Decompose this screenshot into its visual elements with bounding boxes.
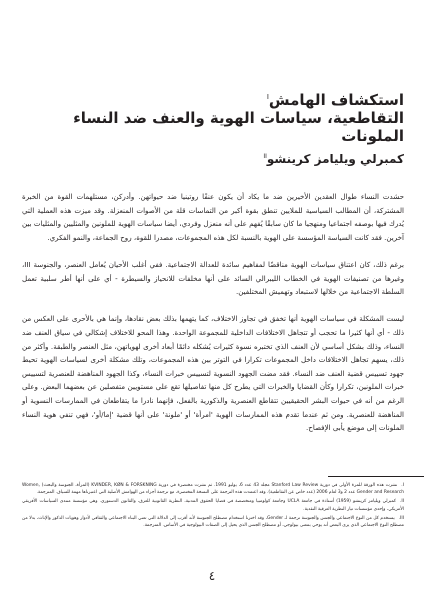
title-footnote-mark[interactable]: I: [266, 93, 269, 101]
article-title-text: استكشاف الهامش: [268, 91, 404, 109]
author-footnote-mark[interactable]: II: [263, 153, 267, 160]
document-page: [22, 88, 404, 435]
article-title-line-1: [22, 88, 404, 109]
author-name: كمبرلي ويليامز كرينشو: [266, 152, 404, 166]
footnote-2: [22, 498, 404, 512]
article-body: [22, 190, 404, 435]
footnote-divider: [328, 476, 424, 477]
footnote-3-text: يستخدم كل من النوع الاجتماعي والجنس والجنوسة ترجمة لـ Gender، وقد اخترنا استخدام مصطلح الجنوسة لأنه أقرب إلى الدلالة التي تعني البناء الاجتماعي والثقافي لأدوار وهويات الذكور والإناث، بدلا من مصطلح النوع الاجتماعي الذي يرى البعض أنه يوحي بمعنى بيولوجي، أو مصطلح الجنس الذي يحيل إلى الصفات البيولوجية في الأساس. المترجمة.: [22, 515, 404, 529]
article-author: [22, 148, 404, 168]
article-title-line-2: التقاطعية، سياسات الهوية والعنف ضد النساء الملونات: [73, 109, 404, 145]
body-paragraph-2: برغم ذلك، كان اعتناق سياسات الهوية مناقضًا لمفاهيم سائدة للعدالة الاجتماعية. ففي أغلب الأحيان يُعامل العنصر، والجنوسة III، وغيرها من تصنيفات الهوية في الخطاب الليبرالي السائد على أنها مخلفات للانحياز والسيطرة - أي على أنها أطر سلبية تعمل السلطة الاجتماعية من خلالها لاستبعاد وتهميش المختلفين.: [22, 259, 404, 297]
body-paragraph-3: ليست المشكلة في سياسات الهوية أنها تخفق في تجاوز الاختلاف، كما يتهمها بذلك بعض نقادها، وإنما هي بالأحرى على العكس من ذلك - أي أنها كثيرا ما تحجب أو تتجاهل الاختلافات الداخلية للمجموعة الواحدة. وهذا المحو للاختلاف إشكالي في سياق العنف ضد النساء، وذلك بشكل أساسي لأن العنف الذي تختبره نسوة كثيرات يُشكله دائمًا أبعاد أخرى لهوياتهن، مثل العنصر والطبقة. وأكثر من ذلك، يسهم تجاهل الاختلافات داخل المجموعات تكرارا في التوتر بين هذه المجموعات، وتلك مشكلة أخرى لسياسات الهوية تحيط جهود تسييس قضية العنف ضد النساء. فقد مضت الجهود النسوية لتسييس خبرات النساء، وكذا الجهود المناهضة للعنصرية لتسييس خبرات الملونين، تكرارا وكأن القضايا والخبرات التي يطرح كل منها تفاصيلها تقع على مستويين متفصلين عن بعضهما البعض. وعلى الرغم من أنه في حيوات البشر الحقيقيين تتقاطع العنصرية والذكورية بالفعل، فإنهما نادرا ما يتقاطعان في الممارسات النسوية أو المناهضة للعنصرية. ومن ثم عندما تقدم هذه الممارسات الهوية 'امرأة' أو 'ملونة' على أنها قضية 'إما/أو'، فهي تنفي هوية النساء الملونات إلى موضع يأبى الإفصاح.: [22, 314, 404, 433]
page-number: ٤: [208, 569, 216, 583]
footnotes: [22, 482, 404, 531]
footnote-2-mark: II.: [400, 499, 405, 505]
footnote-3: [22, 515, 404, 529]
body-paragraph-1: حشدت النساء طوال العقدين الأخيرين ضد ما يكاد أن يكون عنفًا روتينيا ضد حيواتهن. وأدركن، مستلهمات القوة من الخبرة المشتركة، أن المطالب السياسية للملايين تنطق بقوة أكبر من التماسات قلة من الأصوات المنعزلة. وقد ميزت هذه العملية التي يُدرك فيها بوصفه اجتماعيا ومنهجيا ما كان سابقًا يُفهم على أنه منعزل وفردي، أيضا سياسات الهوية للملونين والمثليين والمثليات بين آخرين. فقد كانت السياسة المؤسسة على الهوية بالنسبة لكل هذه المجموعات، مصدرا للقوة، روح الجماعة، والنمو الفكري.: [22, 192, 404, 242]
footnote-1-mark: I.: [401, 483, 404, 488]
footnote-1-text: نشرت هذه الورقة للمرة الأولى في دورية Stanford Law Review مجلد 43 عدد 6، يوليو 1991. ثم نشرت مختصرة في دورية KVINDER, KØN & FORSKNING (المرأة، الجنوسة والبحث) Women, Gender and Research عدد 2 و3 لعام 2006 (عدد خاص عن التقاطعية). وقد اعتمدت هذه الترجمة على النسخة المختصرة، مع ترجمة أجزاء من الهوامش الأصلية التي اعتبرناها مهمة للسياق. المترجمة.: [22, 483, 404, 496]
footnote-2-text: كمبرلي ويليامز كرينشو (1959) أستاذة في جامعة UCLA وجامعة كولومبيا ومتخصصة في قضايا الحقوق المدنية، النظرية القانونية للعرق، والقانون الدستوري. وهي مؤسسة منتدى السياسات الأفريقي الأمريكي، وإحدى مؤسسات تيار النظرية العرقية النقدية.: [22, 499, 404, 512]
footnote-3-mark: III.: [398, 515, 404, 521]
article-heading: [22, 88, 404, 168]
footnote-1: [22, 482, 404, 496]
